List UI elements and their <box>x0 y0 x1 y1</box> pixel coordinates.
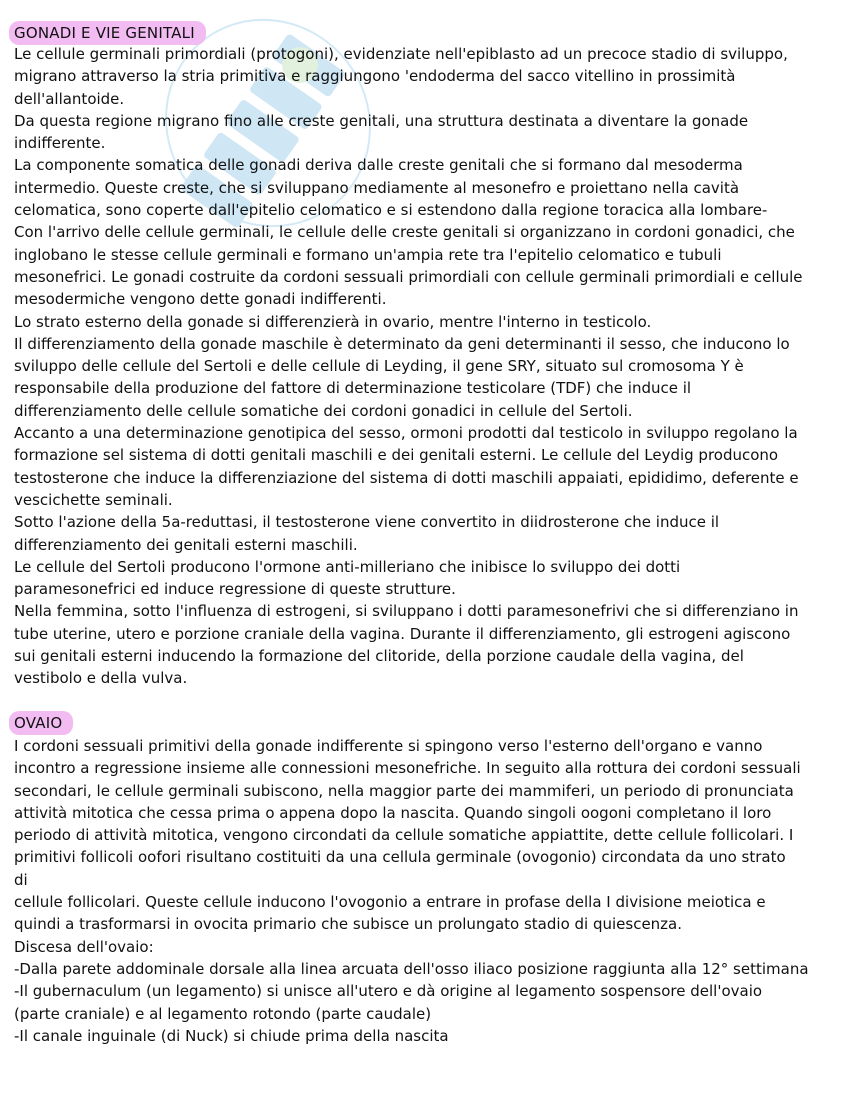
text-line: Il differenziamento della gonade maschile è determinato da geni determinanti il sesso, che inducono lo <box>14 334 790 353</box>
text-line: paramesonefrici ed induce regressione di queste strutture. <box>14 580 456 599</box>
text-line: di <box>14 870 28 889</box>
text-line: Con l'arrivo delle cellule germinali, le cellule delle creste genitali si organizzano in cordoni gonadici, che <box>14 223 795 242</box>
text-line: sui genitali esterni inducendo la formazione del clitoride, della porzione caudale della vagina, del <box>14 647 744 666</box>
text-line: cellule follicolari. Queste cellule inducono l'ovogonio a entrare in profase della I divisione meiotica e <box>14 893 766 912</box>
text-line: Lo strato esterno della gonade si differenzierà in ovario, mentre l'interno in testicolo. <box>14 312 652 331</box>
text-line: vestibolo e della vulva. <box>14 669 188 688</box>
text-line: periodo di attività mitotica, vengono circondati da cellule somatiche appiattite, dette cellule follicolari. I <box>14 826 794 845</box>
section-body-ovaio <box>14 735 844 1047</box>
text-line: inglobano le stesse cellule germinali e formano un'ampia rete tra l'epitelio celomatico e tubuli <box>14 245 722 264</box>
text-line: (parte craniale) e al legamento rotondo (parte caudale) <box>14 1004 432 1023</box>
text-line: Da questa regione migrano fino alle creste genitali, una struttura destinata a diventare la gonade <box>14 111 749 130</box>
text-line: incontro a regressione insieme alle connessioni mesonefriche. In seguito alla rottura dei cordoni sessuali <box>14 759 801 778</box>
text-line: vescichette seminali. <box>14 490 173 509</box>
text-line: migrano attraverso la stria primitiva e raggiungono 'endoderma del sacco vitellino in prossimità <box>14 67 736 86</box>
text-line: mesodermiche vengono dette gonadi indifferenti. <box>14 290 387 309</box>
text-line: formazione sel sistema di dotti genitali maschili e dei genitali esterni. Le cellule del Leydig producono <box>14 446 779 465</box>
text-line: tube uterine, utero e porzione craniale della vagina. Durante il differenziamento, gli estrogeni agiscono <box>14 624 791 643</box>
text-line: Le cellule del Sertoli producono l'ormone anti-milleriano che inibisce lo sviluppo dei dotti <box>14 557 681 576</box>
text-line: -Dalla parete addominale dorsale alla linea arcuata dell'osso iliaco posizione raggiunta alla 12° settimana <box>14 959 809 978</box>
text-line: mesonefrici. Le gonadi costruite da cordoni sessuali primordiali con cellule germinali primordiali e cellule <box>14 267 803 286</box>
text-line: quindi a trasformarsi in ovocita primario che subisce un prolungato stadio di quiescenza. <box>14 915 683 934</box>
text-line: secondari, le cellule germinali subiscono, nella maggior parte dei mammiferi, un periodo di pronunciata <box>14 781 794 800</box>
text-line: differenziamento dei genitali esterni maschili. <box>14 535 358 554</box>
text-line: celomatica, sono coperte dall'epitelio celomatico e si estendono dalla regione toracica alla lombare- <box>14 201 768 220</box>
text-line: Accanto a una determinazione genotipica del sesso, ormoni prodotti dal testicolo in sviluppo regolano la <box>14 424 798 443</box>
text-line: attività mitotica che cessa prima o appena dopo la nascita. Quando singoli oogoni completano il loro <box>14 803 772 822</box>
text-line: La componente somatica delle gonadi deriva dalle creste genitali che si formano dal mesoderma <box>14 156 743 175</box>
text-line: sviluppo delle cellule del Sertoli e delle cellule di Leyding, il gene SRY, situato sul cromosoma Y è <box>14 357 744 376</box>
text-line: dell'allantoide. <box>14 89 125 108</box>
text-line: I cordoni sessuali primitivi della gonade indifferente si spingono verso l'esterno dell'organo e vanno <box>14 737 763 755</box>
section-title-gonadi: GONADI E VIE GENITALI <box>9 21 206 45</box>
text-line: Discesa dell'ovaio: <box>14 937 154 956</box>
text-line: Nella femmina, sotto l'influenza di estrogeni, si sviluppano i dotti paramesonefrivi che si differenziano in <box>14 602 799 621</box>
text-line: responsabile della produzione del fattore di determinazione testicolare (TDF) che induce il <box>14 379 692 398</box>
text-line: Sotto l'azione della 5a-reduttasi, il testosterone viene convertito in diidrosterone che induce il <box>14 513 720 532</box>
text-line: differenziamento delle cellule somatiche dei cordoni gonadici in cellule del Sertoli. <box>14 401 633 420</box>
text-line: -Il canale inguinale (di Nuck) si chiude prima della nascita <box>14 1026 449 1045</box>
text-line: indifferente. <box>14 134 106 153</box>
section-body-gonadi <box>14 43 844 690</box>
text-line: intermedio. Queste creste, che si sviluppano mediamente al mesonefro e proiettano nella cavità <box>14 178 740 197</box>
text-line: Le cellule germinali primordiali (protogoni), evidenziate nell'epiblasto ad un precoce stadio di sviluppo, <box>14 45 788 63</box>
section-title-ovaio: OVAIO <box>9 711 73 735</box>
text-line: testosterone che induce la differenziazione del sistema di dotti maschili appaiati, epididimo, deferente e <box>14 468 799 487</box>
text-line: primitivi follicoli oofori risultano costituiti da una cellula germinale (ovogonio) circondata da uno strato <box>14 848 786 867</box>
text-line: -Il gubernaculum (un legamento) si unisce all'utero e dà origine al legamento sospensore dell'ovaio <box>14 982 763 1001</box>
